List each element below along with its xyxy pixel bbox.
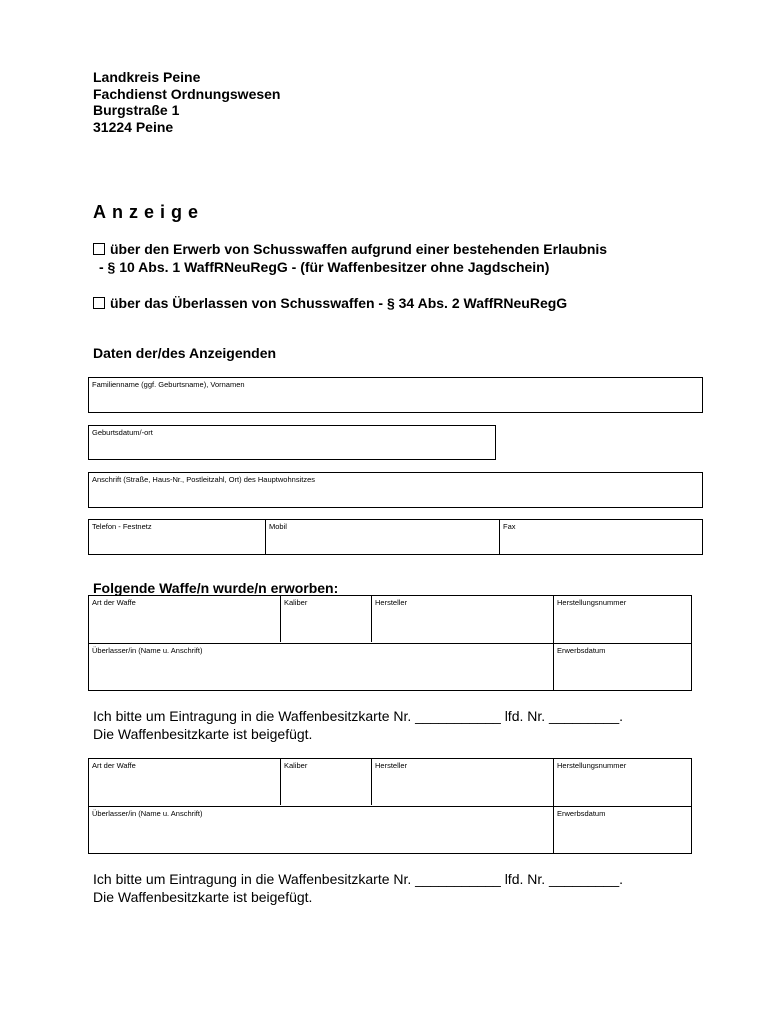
datum-label: Erwerbsdatum	[557, 646, 606, 655]
request-line-1: Ich bitte um Eintragung in die Waffenbesitzkarte Nr. ___________ lfd. Nr. _________.	[93, 708, 624, 724]
recipient-address	[93, 69, 280, 135]
nummer-label: Herstellungsnummer	[557, 598, 627, 607]
checkbox-acquisition[interactable]	[93, 243, 105, 255]
nummer-label: Herstellungsnummer	[557, 761, 627, 770]
contact-row	[88, 519, 703, 555]
address-line-1: Landkreis Peine	[93, 69, 201, 85]
option-transfer-label: über das Überlassen von Schusswaffen - § 34 Abs. 2 WaffRNeuRegG	[110, 295, 568, 311]
request-line-2: Die Waffenbesitzkarte ist beigefügt.	[93, 726, 313, 742]
art-label: Art der Waffe	[92, 761, 136, 770]
birth-field[interactable]	[88, 425, 496, 460]
request-line-2: Die Waffenbesitzkarte ist beigefügt.	[93, 889, 313, 905]
weapon-table-2-divider-1	[280, 759, 281, 805]
address-line-4: 31224 Peine	[93, 118, 174, 135]
address-line-3: Burgstraße 1	[93, 102, 180, 118]
weapon-table-2-divider-3	[553, 759, 554, 853]
document-title: Anzeige	[93, 202, 205, 222]
birth-field-label: Geburtsdatum/-ort	[92, 428, 153, 437]
hersteller-label: Hersteller	[375, 761, 408, 770]
name-field-label: Familienname (ggf. Geburtsname), Vornamen	[92, 380, 245, 389]
contact-divider-2	[499, 520, 500, 554]
ueberlasser-label: Überlasser/in (Name u. Anschrift)	[92, 809, 203, 818]
kaliber-label: Kaliber	[284, 761, 308, 770]
name-field[interactable]	[88, 377, 703, 413]
kaliber-label: Kaliber	[284, 598, 308, 607]
option-acquisition[interactable]	[93, 240, 607, 258]
address-field-label: Anschrift (Straße, Haus-Nr., Postleitzahl, Ort) des Hauptwohnsitzes	[92, 475, 315, 484]
mobile-field-label: Mobil	[269, 522, 287, 531]
weapon-table-1-divider-1	[280, 596, 281, 642]
art-label: Art der Waffe	[92, 598, 136, 607]
weapon-table-2-divider-2	[371, 759, 372, 805]
applicant-heading: Daten der/des Anzeigenden	[93, 345, 277, 361]
option-acquisition-legal-basis: - § 10 Abs. 1 WaffRNeuRegG - (für Waffenbesitzer ohne Jagdschein)	[99, 259, 550, 275]
address-field[interactable]	[88, 472, 703, 508]
datum-label: Erwerbsdatum	[557, 809, 606, 818]
weapon-table-1-divider-3	[553, 596, 554, 690]
fax-field-label: Fax	[503, 522, 516, 531]
weapon-table-1-divider-2	[371, 596, 372, 642]
option-transfer[interactable]	[93, 294, 567, 312]
request-line-1: Ich bitte um Eintragung in die Waffenbesitzkarte Nr. ___________ lfd. Nr. _________.	[93, 871, 624, 887]
contact-divider-1	[265, 520, 266, 554]
weapon-table-1[interactable]	[88, 595, 692, 691]
option-acquisition-label: über den Erwerb von Schusswaffen aufgrund einer bestehenden Erlaubnis	[110, 241, 608, 257]
address-line-2: Fachdienst Ordnungswesen	[93, 85, 281, 102]
phone-field-label: Telefon - Festnetz	[92, 522, 152, 531]
hersteller-label: Hersteller	[375, 598, 408, 607]
weapon-table-2[interactable]	[88, 758, 692, 854]
weapon-table-2-row-divider	[89, 806, 691, 807]
checkbox-transfer[interactable]	[93, 297, 105, 309]
weapons-heading: Folgende Waffe/n wurde/n erworben:	[93, 580, 339, 596]
ueberlasser-label: Überlasser/in (Name u. Anschrift)	[92, 646, 203, 655]
weapon-table-1-row-divider	[89, 643, 691, 644]
